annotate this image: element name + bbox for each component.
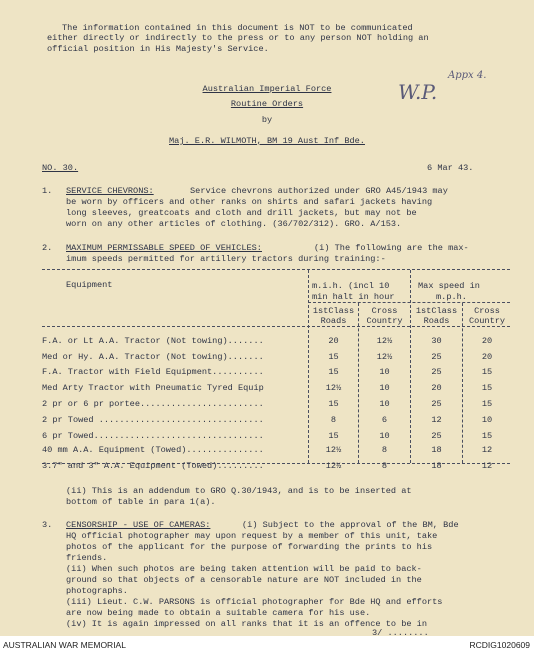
order-number: NO. 30. (42, 163, 79, 173)
section-2-title: MAXIMUM PERMISSABLE SPEED OF VEHICLES: (66, 243, 262, 253)
sub-first-class-2a: 1stClass (415, 306, 458, 316)
col-group-2-line-1: Max speed in (418, 281, 480, 291)
table-cell: 20 (481, 336, 493, 346)
table-cell: 18 (431, 461, 442, 471)
table-cell: 10 (481, 415, 493, 425)
col-group-2-line-2: m.p.h. (436, 292, 467, 302)
author-line: Maj. E.R. WILMOTH, BM 19 Aust Inf Bde. (169, 136, 365, 146)
table-cell: 20 (328, 336, 339, 346)
section-2-ii-line-2: bottom of table in para 1(a). (66, 497, 216, 507)
table-cell: 6 (381, 415, 388, 425)
doc-type: Routine Orders (230, 99, 304, 109)
notice-line-3: official position in His Majesty's Service. (47, 44, 269, 54)
table-subheader-rule (308, 302, 510, 303)
order-date: 6 Mar 43. (427, 163, 474, 173)
table-cell: 15 (328, 367, 339, 377)
section-1-line-1: Service chevrons authorized under GRO A45/1943 may (190, 186, 448, 196)
by-line: by (261, 115, 273, 125)
sub-first-class-1a: 1stClass (312, 306, 355, 316)
table-cell: 15 (481, 431, 493, 441)
table-cell: 10 (379, 383, 390, 393)
table-row-equipment: 3.7" and 3" A.A. Equipment (Towed)......... (42, 461, 264, 471)
table-cell: 15 (481, 399, 493, 409)
archive-name: AUSTRALIAN WAR MEMORIAL (3, 640, 126, 650)
continued-marker: 3/ ........ (372, 628, 429, 636)
section-3-iii-line-1: (iii) Lieut. C.W. PARSONS is official photographer for Bde HQ and efforts (66, 597, 443, 607)
section-2-number: 2. (42, 243, 53, 253)
col-group-1-line-1: m.i.h. (incl 10 (312, 281, 390, 291)
table-row-equipment: 2 pr or 6 pr portee........................ (42, 399, 264, 409)
table-row-equipment: 2 pr Towed ................................ (42, 415, 264, 425)
section-2-line-1: (i) The following are the max- (314, 243, 469, 253)
table-cell: 12½ (376, 336, 393, 346)
table-cell: 12 (481, 461, 493, 471)
section-3-iv-line-1: (iv) It is again impressed on all ranks that it is an offence to be in (66, 619, 427, 629)
table-cell: 12½ (325, 383, 342, 393)
table-cell: 18 (431, 445, 442, 455)
table-cell: 8 (381, 461, 388, 471)
col-equipment-header: Equipment (66, 280, 113, 290)
section-1-line-2: be worn by officers and other ranks on shirts and safari jackets having (66, 197, 433, 207)
sub-first-class-2b: Roads (423, 316, 450, 326)
table-cell: 25 (431, 367, 442, 377)
table-row-equipment: Med Arty Tractor with Pneumatic Tyred Equip (42, 383, 264, 393)
handwritten-initials: W.P. (398, 80, 438, 104)
table-cell: 10 (379, 399, 390, 409)
table-cell: 12½ (376, 352, 393, 362)
table-cell: 8 (330, 415, 337, 425)
section-2-ii-line-1: (ii) This is an addendum to GRO Q.30/1943, and is to be inserted at (66, 486, 412, 496)
section-1-title: SERVICE CHEVRONS: (66, 186, 154, 196)
handwritten-appendix: Appx 4. (448, 70, 487, 81)
table-cell: 12½ (325, 445, 342, 455)
table-row-equipment: F.A. Tractor with Field Equipment.......... (42, 367, 264, 377)
notice-line-1: The information contained in this document is NOT to be communicated (62, 23, 413, 33)
table-cell: 15 (328, 352, 339, 362)
table-cell: 10 (379, 431, 390, 441)
section-3-line-3: photos of the applicant for the purpose of forwarding the prints to his (66, 542, 433, 552)
table-cell: 12 (481, 445, 493, 455)
table-header-rule (42, 326, 510, 327)
sub-first-class-1b: Roads (320, 316, 347, 326)
table-cell: 10 (379, 367, 390, 377)
section-1-line-4: worn on any other articles of clothing. (36/702/312). GRO. A/153. (66, 219, 402, 229)
table-cell: 15 (481, 383, 493, 393)
section-3-line-4: friends. (66, 553, 108, 563)
table-cell: 25 (431, 431, 442, 441)
org-title: Australian Imperial Force (202, 84, 332, 94)
archive-footer (0, 636, 534, 654)
table-cell: 20 (481, 352, 493, 362)
notice-line-2: either directly or indirectly to the press or to any person NOT holding an (47, 33, 429, 43)
section-2-line-2: imum speeds permitted for artillery tractors during training:- (66, 254, 386, 264)
table-cell: 15 (328, 399, 339, 409)
sub-cross-1b: Country (366, 316, 403, 326)
table-cell: 25 (431, 352, 442, 362)
section-3-line-1: (i) Subject to the approval of the BM, Bde (242, 520, 459, 530)
archive-reference: RCDIG1020609 (469, 640, 530, 650)
section-3-title: CENSORSHIP - USE OF CAMERAS: (66, 520, 211, 530)
table-cell: 8 (381, 445, 388, 455)
table-cell: 25 (431, 399, 442, 409)
section-3-ii-line-2: ground so that objects of a censorable nature are NOT included in the (66, 575, 422, 585)
table-cell: 15 (328, 431, 339, 441)
section-1-number: 1. (42, 186, 53, 196)
table-row-equipment: F.A. or Lt A.A. Tractor (Not towing)....... (42, 336, 264, 346)
table-row-equipment: 6 pr Towed................................. (42, 431, 264, 441)
table-cell: 15 (481, 367, 493, 377)
section-3-line-2: HQ official photographer may upon request by a member of this unit, take (66, 531, 438, 541)
sub-cross-2b: Country (468, 316, 506, 326)
section-3-iii-line-2: are now being made to obtain a suitable camera for his use. (66, 608, 371, 618)
table-cell: 20 (431, 383, 442, 393)
sub-cross-1a: Cross (371, 306, 398, 316)
col-group-1-line-2: min halt in hour (312, 292, 395, 302)
table-row-equipment: Med or Hy. A.A. Tractor (Not towing)....... (42, 352, 264, 362)
sub-cross-2a: Cross (474, 306, 500, 316)
section-3-number: 3. (42, 520, 53, 530)
section-3-ii-line-1: (ii) When such photos are being taken attention will be paid to back- (66, 564, 422, 574)
table-cell: 12 (431, 415, 442, 425)
table-cell: 30 (431, 336, 442, 346)
section-3-ii-line-3: photographs. (66, 586, 128, 596)
section-1-line-3: long sleeves, greatcoats and cloth and drill jackets, but may not be (66, 208, 417, 218)
table-row-equipment: 40 mm A.A. Equipment (Towed)............... (42, 445, 264, 455)
table-top-rule (42, 269, 510, 270)
table-cell: 12½ (325, 461, 342, 471)
